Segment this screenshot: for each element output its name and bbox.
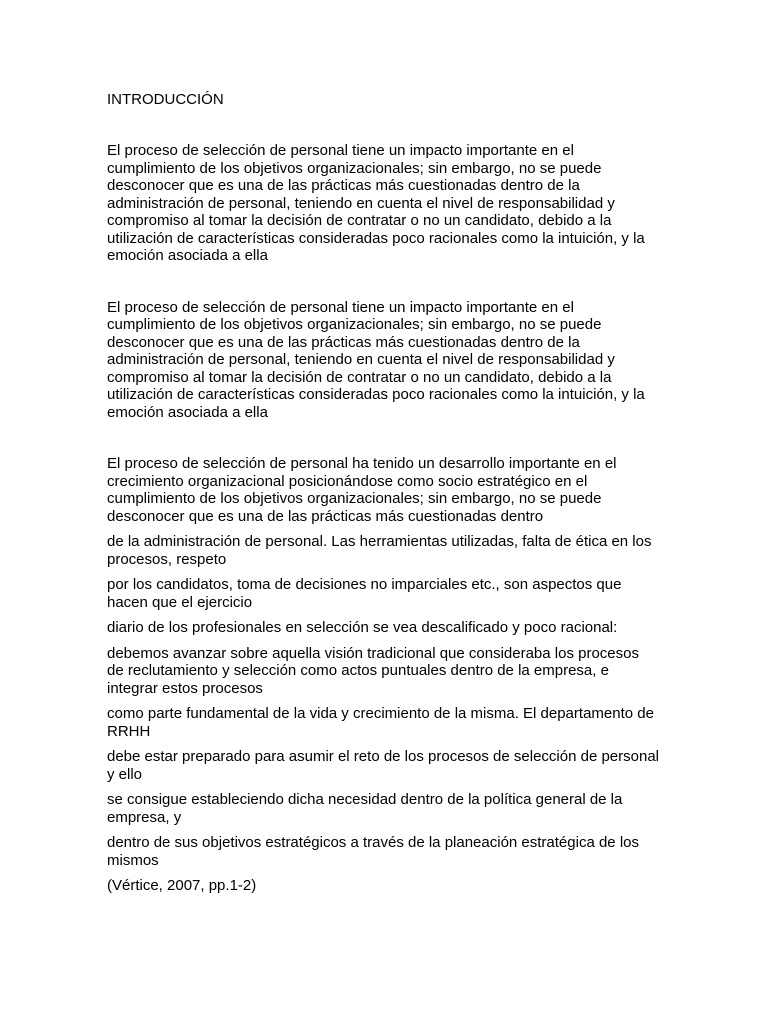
paragraph-9: debe estar preparado para asumir el reto de los procesos de selección de personal y ello <box>107 748 659 783</box>
citation: (Vértice, 2007, pp.1-2) <box>107 877 257 894</box>
paragraph-1: El proceso de selección de personal tiene un impacto importante en el cumplimiento de los objetivos organizacionales; sin embargo, no se puede desconocer que es una de las prácticas más cuestionadas dentro de la administración de personal, teniendo en cuenta el nivel de responsabilidad y compromiso al tomar la decisión de contratar o no un candidato, debido a la utilización de características consideradas poco racionales como la intuición, y la emoción asociada a ella <box>107 142 645 264</box>
paragraph-8: como parte fundamental de la vida y crecimiento de la misma. El departamento de RRHH <box>107 705 654 740</box>
paragraph-2: El proceso de selección de personal tiene un impacto importante en el cumplimiento de los objetivos organizacionales; sin embargo, no se puede desconocer que es una de las prácticas más cuestionadas dentro de la administración de personal, teniendo en cuenta el nivel de responsabilidad y compromiso al tomar la decisión de contratar o no un candidato, debido a la utilización de características consideradas poco racionales como la intuición, y la emoción asociada a ella <box>107 298 645 421</box>
paragraph-6: diario de los profesionales en selección se vea descalificado y poco racional: <box>107 619 618 636</box>
paragraph-3: El proceso de selección de personal ha tenido un desarrollo importante en el crecimiento organizacional posicionándose como socio estratégico en el cumplimiento de los objetivos organizacionales; sin embargo, no se puede desconocer que es una de las prácticas más cuestionadas dentro <box>107 455 617 525</box>
document-page <box>107 91 667 895</box>
paragraph-4: de la administración de personal. Las herramientas utilizadas, falta de ética en los procesos, respeto <box>107 533 652 568</box>
document-title: INTRODUCCIÓN <box>107 91 224 108</box>
paragraph-11: dentro de sus objetivos estratégicos a través de la planeación estratégica de los mismos <box>107 834 639 869</box>
paragraph-5: por los candidatos, toma de decisiones no imparciales etc., son aspectos que hacen que el ejercicio <box>107 576 622 611</box>
paragraph-10: se consigue estableciendo dicha necesidad dentro de la política general de la empresa, y <box>107 791 623 826</box>
paragraph-7: debemos avanzar sobre aquella visión tradicional que consideraba los procesos de reclutamiento y selección como actos puntuales dentro de la empresa, e integrar estos procesos <box>107 644 639 697</box>
